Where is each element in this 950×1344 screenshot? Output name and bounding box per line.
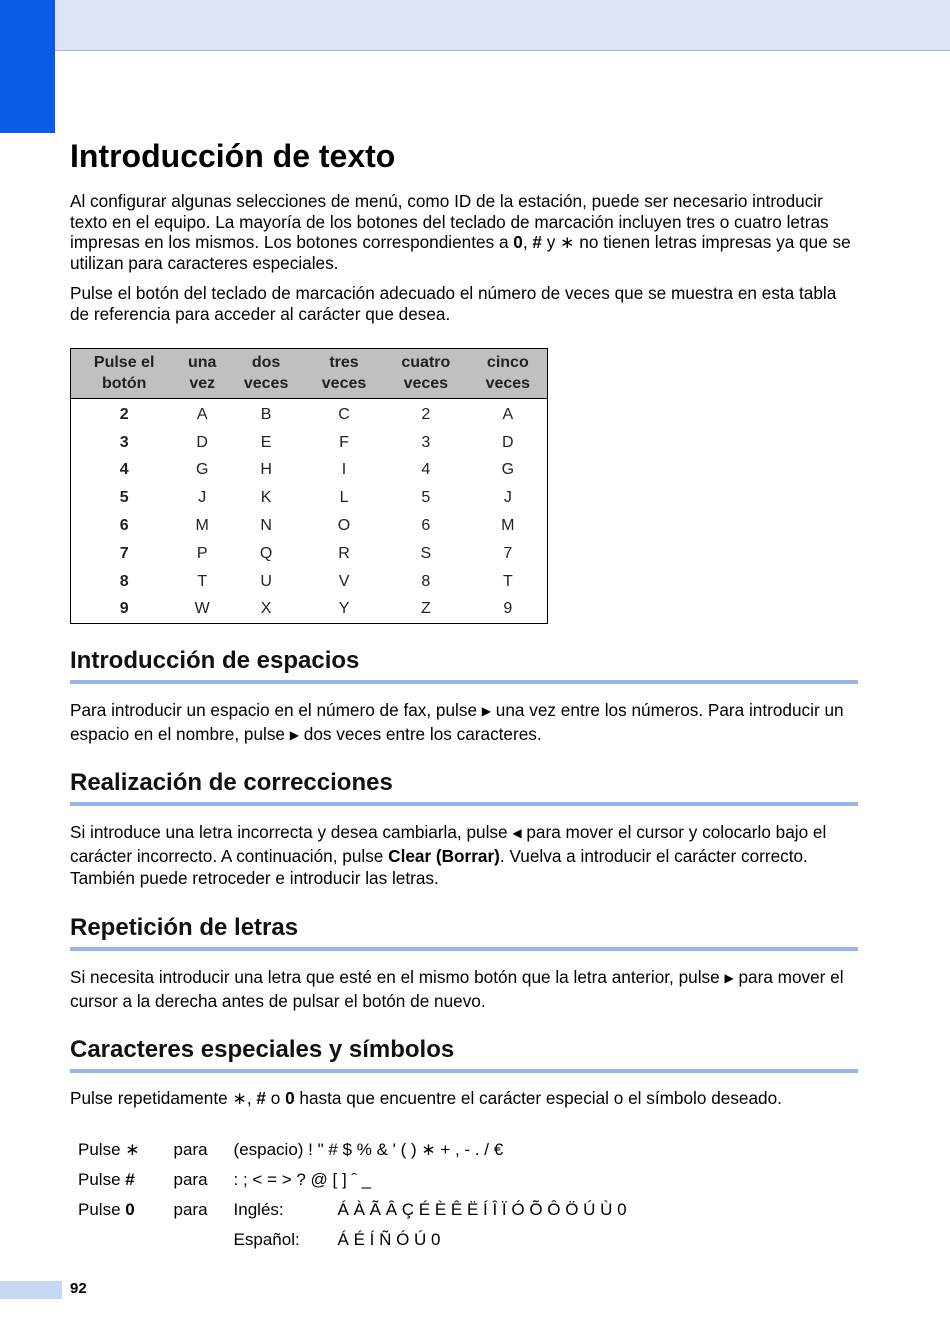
table-cell: U	[260, 572, 272, 590]
key-0: 0	[513, 232, 523, 253]
table-cell: J	[198, 489, 207, 507]
table-cell: T	[502, 572, 513, 590]
header-line: veces	[403, 375, 449, 392]
pulse-label: Pulse	[78, 1200, 126, 1219]
empty-cell	[148, 1225, 216, 1255]
button-cell: 4	[119, 461, 129, 479]
table-header-cell	[383, 349, 469, 399]
page-number: 92	[70, 1280, 87, 1297]
right-arrow-icon: ▶	[289, 727, 299, 742]
key-hash: #	[256, 1088, 266, 1108]
table-cell: V	[338, 572, 350, 590]
table-cell: 9	[503, 600, 513, 618]
right-arrow-icon: ▶	[481, 704, 492, 718]
section-heading-correcciones: Realización de correcciones	[70, 769, 393, 796]
table-cell: E	[260, 433, 272, 451]
table-row	[71, 399, 548, 429]
separator: ,	[246, 1088, 257, 1108]
table-cell: D	[502, 433, 514, 451]
table-cell: N	[260, 517, 272, 535]
section-heading-espacios: Introducción de espacios	[70, 647, 360, 674]
symbol-list: Á É Í Ñ Ó Ú 0	[337, 1230, 441, 1249]
table-cell: J	[503, 489, 512, 507]
table-cell: C	[338, 405, 350, 423]
espacios-paragraph	[70, 699, 860, 746]
table-row	[71, 484, 548, 512]
table-cell: 5	[421, 489, 431, 507]
button-cell: 3	[119, 433, 129, 451]
header-line: Pulse el	[93, 354, 155, 371]
key-hash: #	[532, 232, 542, 253]
table-cell: T	[197, 572, 208, 590]
table-cell: X	[260, 600, 272, 618]
intro-text: no tienen letras impresas ya que se utilizan para caracteres especiales.	[70, 232, 851, 273]
table-header-cell	[305, 349, 383, 399]
table-cell: K	[260, 489, 272, 507]
table-row	[71, 596, 548, 624]
table-cell: A	[196, 405, 208, 423]
paragraph-text: Si introduce una letra incorrecta y desea cambiarla, pulse	[70, 822, 513, 842]
table-cell: D	[196, 433, 208, 451]
paragraph-text: una vez entre los números. Para introducir un espacio en el nombre, pulse	[70, 700, 844, 744]
section-heading-repeticion: Repetición de letras	[70, 914, 299, 941]
section-rule	[70, 802, 858, 806]
symbol-row-star	[70, 1135, 635, 1165]
left-arrow-icon: ◀	[512, 826, 522, 840]
table-header-cell	[71, 349, 178, 399]
header-line: una	[187, 354, 217, 371]
header-band	[0, 0, 950, 51]
section-rule	[70, 1069, 858, 1073]
symbol-row-zero	[70, 1195, 635, 1225]
table-cell: P	[196, 544, 208, 562]
header-line: cuatro	[401, 354, 451, 371]
header-line: veces	[243, 375, 289, 392]
button-cell: 9	[119, 600, 129, 618]
special-symbols-table	[70, 1135, 635, 1255]
table-cell: M	[501, 517, 515, 535]
table-cell: F	[339, 433, 349, 451]
header-line: veces	[321, 375, 367, 392]
table-cell: M	[195, 517, 209, 535]
symbol-list: (espacio) ! " # $ % & ' ( ) ∗ + , - . / €	[233, 1140, 504, 1159]
table-row	[71, 457, 548, 485]
language-label: Español:	[233, 1230, 300, 1249]
header-line: botón	[101, 375, 147, 392]
key-hash: #	[125, 1170, 135, 1189]
section-rule	[70, 680, 858, 684]
button-cell: 7	[119, 544, 129, 562]
symbol-row-hash	[70, 1165, 635, 1195]
table-row	[71, 540, 548, 568]
language-label: Inglés:	[233, 1200, 284, 1219]
key-star: ∗	[125, 1140, 140, 1159]
key-star: ∗	[232, 1088, 247, 1108]
key-cell	[70, 1195, 148, 1225]
repeticion-paragraph	[70, 966, 860, 1012]
table-header-cell	[227, 349, 305, 399]
separator: ,	[522, 232, 533, 253]
table-cell: 3	[421, 433, 431, 451]
table-cell: O	[337, 517, 351, 535]
table-cell: Z	[420, 600, 431, 618]
table-cell: G	[501, 461, 515, 479]
table-header-cell	[177, 349, 227, 399]
paragraph-text: hasta que encuentre el carácter especial o el símbolo deseado.	[294, 1088, 782, 1108]
especiales-paragraph	[70, 1088, 860, 1109]
pulse-label: Pulse	[78, 1140, 126, 1159]
page-title: Introducción de texto	[70, 138, 396, 174]
table-cell: Y	[338, 600, 350, 618]
table-cell: 7	[503, 544, 513, 562]
table-cell: R	[338, 544, 350, 562]
table-header-row	[71, 349, 548, 399]
paragraph-text: Para introducir un espacio en el número de fax, pulse	[70, 700, 482, 720]
clear-key-label: Clear (Borrar)	[388, 845, 500, 866]
table-cell: A	[502, 405, 514, 423]
table-row	[71, 429, 548, 457]
table-cell: H	[260, 461, 272, 479]
header-line: veces	[485, 375, 531, 392]
table-cell: S	[420, 544, 432, 562]
section-rule	[70, 947, 858, 951]
empty-cell	[70, 1225, 148, 1255]
header-line: vez	[189, 375, 216, 392]
paragraph-text: para mover el cursor a la derecha antes de pulsar el botón de nuevo.	[70, 967, 844, 1011]
paragraph-text: para mover el cursor y colocarlo bajo el carácter incorrecto. A continuación, pulse	[70, 822, 827, 866]
table-cell: 2	[421, 405, 431, 423]
table-header-cell	[469, 349, 548, 399]
character-reference-table	[70, 348, 548, 624]
section-heading-especiales: Caracteres especiales y símbolos	[70, 1036, 455, 1063]
table-cell: 4	[421, 461, 431, 479]
para-label: para	[173, 1140, 208, 1159]
button-cell: 6	[119, 517, 129, 535]
table-row	[71, 512, 548, 540]
key-cell	[70, 1165, 148, 1195]
paragraph-text: . Vuelva a introducir el carácter correcto. También puede retroceder e introducir las letras.	[70, 845, 808, 888]
table-cell: G	[195, 461, 209, 479]
button-cell: 5	[119, 489, 129, 507]
correcciones-paragraph	[70, 821, 860, 890]
symbol-list: Á À Ã Â Ç É È Ê Ë Í Î Ï Ó Õ Ô Ö Ú Ù 0	[337, 1200, 627, 1219]
para-label: para	[173, 1170, 208, 1189]
para-label: para	[173, 1200, 208, 1219]
table-cell: B	[260, 405, 272, 423]
table-cell: 8	[421, 572, 431, 590]
symbol-row-zero-spanish	[70, 1225, 635, 1255]
separator: o	[265, 1088, 286, 1108]
right-arrow-icon: ▶	[724, 971, 734, 985]
intro-paragraph-1	[70, 191, 860, 273]
paragraph-text: Pulse repetidamente	[70, 1088, 233, 1108]
header-line: tres	[329, 354, 359, 371]
paragraph-text: Si necesita introducir una letra que esté en el mismo botón que la letra anterior, pulse	[70, 967, 725, 987]
chapter-tab	[0, 0, 55, 133]
table-cell: Q	[259, 544, 273, 562]
paragraph-text: dos veces entre los caracteres.	[299, 723, 542, 744]
button-cell: 2	[119, 405, 129, 423]
intro-text: Al configurar algunas selecciones de menú, como ID de la estación, puede ser necesario introducir texto en el equipo. La mayoría de los botones del teclado de marcación incluyen tres o cuatro letras impresas en los mismos. Los botones correspondientes a	[70, 191, 829, 253]
table-cell: I	[341, 461, 347, 479]
table-cell: 6	[421, 517, 431, 535]
key-star: ∗	[560, 232, 575, 253]
page-number-tab	[0, 1281, 62, 1299]
table-cell: W	[194, 600, 210, 618]
key-0: 0	[285, 1088, 295, 1108]
button-cell: 8	[119, 572, 129, 590]
symbol-list: : ; < = > ? @ [ ] ˆ _	[233, 1170, 372, 1189]
key-0: 0	[125, 1200, 135, 1219]
key-cell	[70, 1135, 148, 1165]
separator: y	[541, 232, 561, 253]
table-cell: L	[339, 489, 349, 507]
intro-paragraph-2: Pulse el botón del teclado de marcación adecuado el número de veces que se muestra en esta tabla de referencia para acceder al carácter que desea.	[70, 283, 837, 324]
table-row	[71, 568, 548, 596]
header-line: dos	[251, 354, 281, 371]
pulse-label: Pulse	[78, 1170, 126, 1189]
header-line: cinco	[486, 354, 529, 371]
